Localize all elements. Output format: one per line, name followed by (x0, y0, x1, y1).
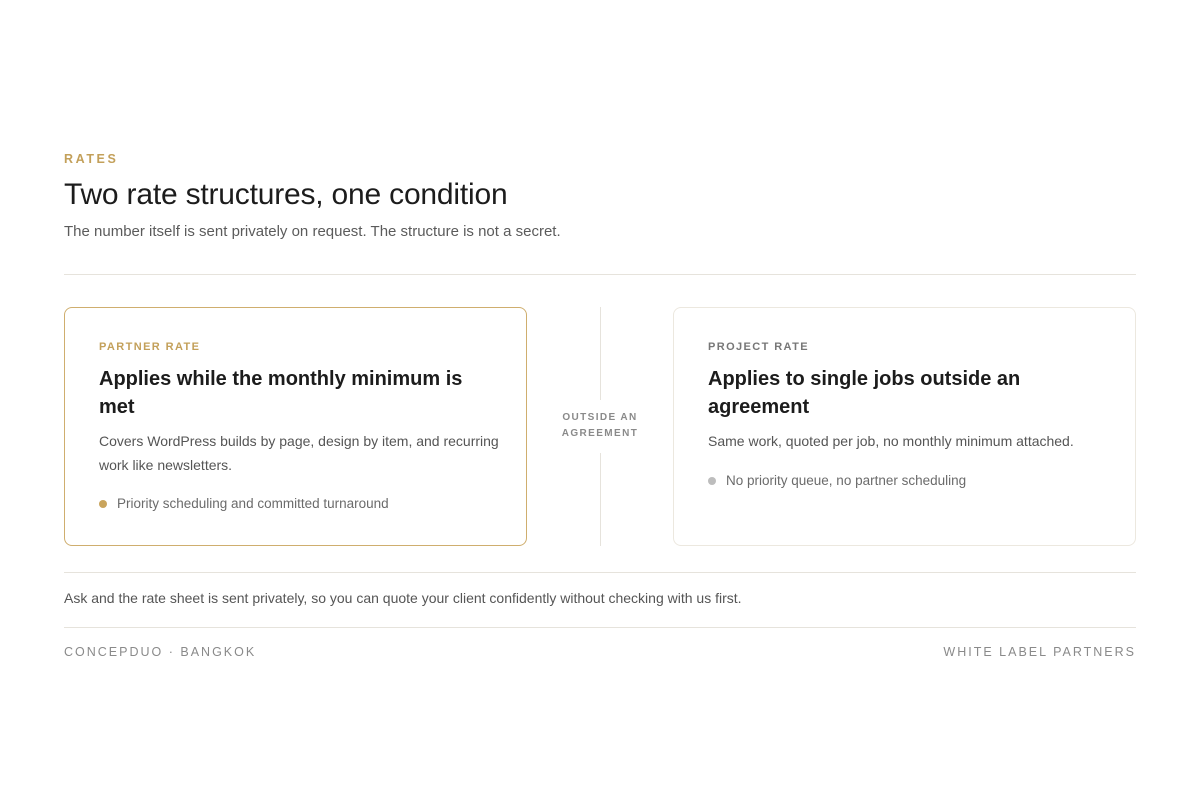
partner-rate-label: PARTNER RATE (99, 341, 201, 353)
partner-rate-card (64, 307, 527, 546)
partner-rate-bullet (99, 496, 389, 511)
project-rate-title: Applies to single jobs outside an agreement (708, 368, 1021, 418)
partner-rate-title: Applies while the monthly minimum is met (99, 368, 463, 418)
project-rate-bullet-text: No priority queue, no partner scheduling (726, 473, 967, 488)
project-rate-bullet (708, 473, 966, 488)
bullet-dot-icon (708, 477, 716, 485)
divider-line-top (600, 307, 601, 400)
bullet-dot-icon (99, 500, 107, 508)
footer-divider (64, 627, 1136, 628)
middle-divider (64, 572, 1136, 573)
divider-label-line2: AGREEMENT (561, 428, 639, 439)
divider-label (554, 410, 646, 442)
page-subtitle: The number itself is sent privately on request. The structure is not a secret. (64, 223, 561, 240)
page-title: Two rate structures, one condition (64, 178, 508, 211)
partner-rate-description: Covers WordPress builds by page, design by item, and recurring work like newsletters. (99, 433, 499, 473)
divider-line-bottom (600, 453, 601, 546)
project-rate-card (673, 307, 1136, 546)
project-rate-label: PROJECT RATE (708, 341, 809, 353)
section-eyebrow: RATES (64, 152, 119, 166)
footer-brand: CONCEPDUO · BANGKOK (64, 645, 257, 659)
rate-sheet-note: Ask and the rate sheet is sent privately, so you can quote your client confidently without checking with us first. (64, 590, 742, 606)
top-divider (64, 274, 1136, 275)
footer-tagline: WHITE LABEL PARTNERS (943, 645, 1136, 659)
project-rate-description: Same work, quoted per job, no monthly minimum attached. (708, 433, 1074, 449)
divider-label-line1: OUTSIDE AN (562, 412, 638, 423)
partner-rate-bullet-text: Priority scheduling and committed turnaround (117, 496, 389, 511)
rates-section (64, 0, 1136, 800)
